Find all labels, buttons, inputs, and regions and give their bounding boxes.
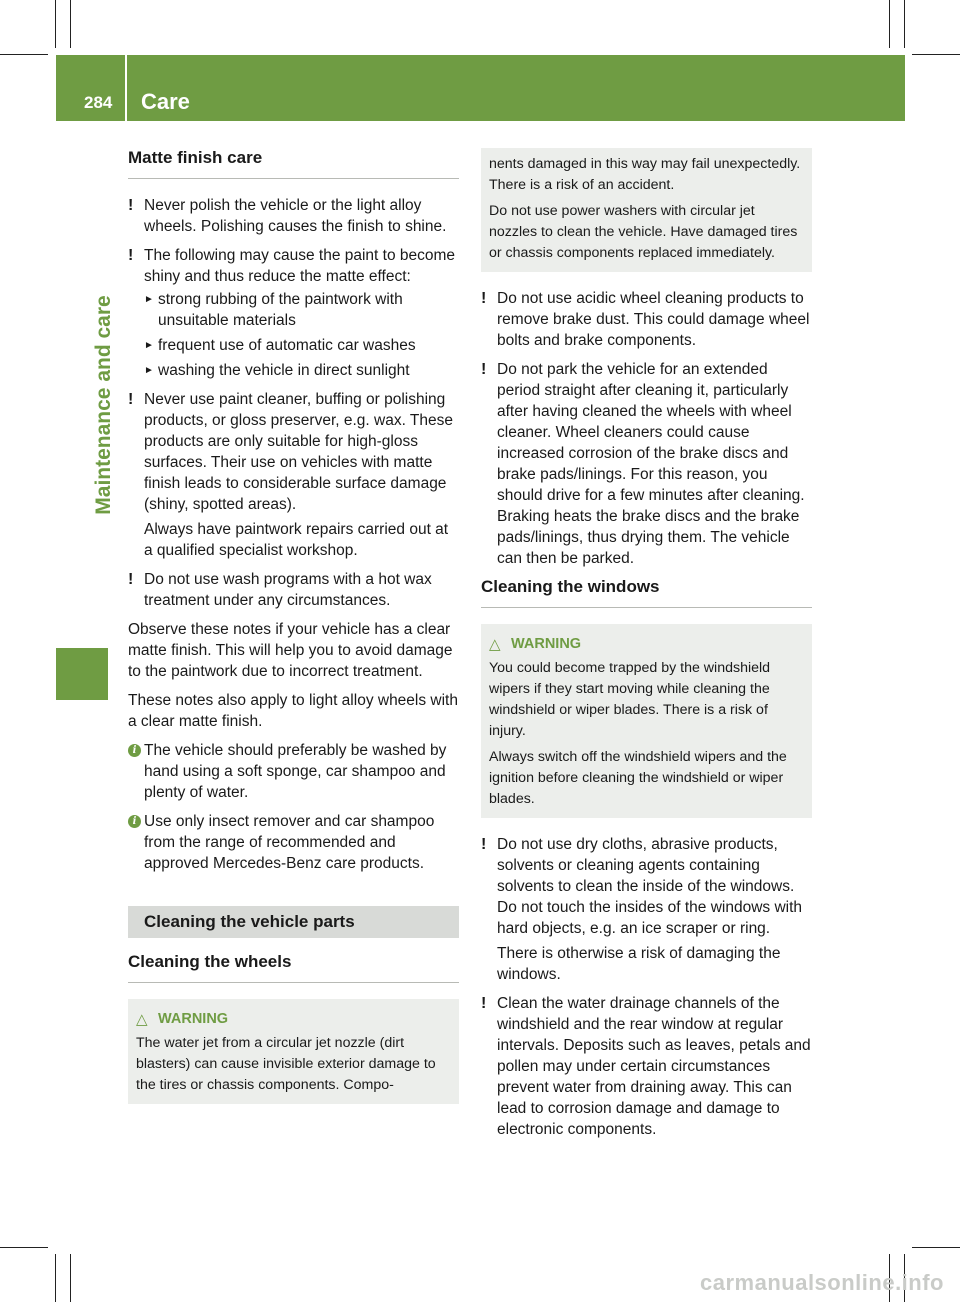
caution-note bbox=[481, 359, 812, 569]
list-item-text: washing the vehicle in direct sunlight bbox=[158, 362, 410, 379]
note-text: Use only insect remover and car shampoo from the range of recommended and approved Mercedes-Benz care products. bbox=[144, 813, 435, 872]
warning-text: nents damaged in this way may fail unexpectedly. There is a risk of an accident. bbox=[489, 156, 801, 193]
list-item bbox=[144, 289, 459, 331]
list-item bbox=[144, 335, 459, 356]
info-icon: i bbox=[128, 815, 141, 828]
side-tab bbox=[84, 165, 124, 645]
info-icon: i bbox=[128, 744, 141, 757]
caution-note bbox=[128, 195, 459, 237]
warning-label: WARNING bbox=[158, 1011, 229, 1027]
note-text: Clean the water drainage channels of the windshield and the rear window at regular intervals. Deposits such as leaves, petals and pollen may under certain circumstances prevent water from draining away. This can lead to corrosion damage and damage to electronic components. bbox=[497, 995, 811, 1138]
exclamation-icon: ! bbox=[128, 247, 134, 264]
footer-watermark: carmanualsonline.info bbox=[700, 1270, 944, 1295]
exclamation-icon: ! bbox=[481, 836, 487, 853]
info-note bbox=[128, 740, 459, 803]
exclamation-icon: ! bbox=[128, 571, 134, 588]
exclamation-icon: ! bbox=[481, 995, 487, 1012]
note-text: Do not park the vehicle for an extended period straight after cleaning it, particularly after having cleaned the wheels with wheel cleaner. Wheel cleaners could cause increased corrosion of the brake discs and brake pads/linings. For this reason, you should drive for a few minutes after cleaning. Braking heats the brake discs and the brake pads/linings, thus drying them. The vehicle can then be parked. bbox=[497, 361, 805, 567]
warning-header bbox=[489, 634, 804, 655]
crop-mark bbox=[55, 1254, 56, 1302]
warning-text: Do not use power washers with circular jet nozzles to clean the vehicle. Have damaged tires or chassis components replaced immediately. bbox=[489, 203, 798, 261]
matte-finish-heading: Matte finish care bbox=[128, 148, 459, 179]
note-text: The vehicle should preferably be washed by hand using a soft sponge, car shampoo and plenty of water. bbox=[144, 742, 447, 801]
cleaning-vehicle-parts-heading: Cleaning the vehicle parts bbox=[128, 906, 459, 938]
note-text: Never use paint cleaner, buffing or polishing products, or gloss preserver, e.g. wax. These products are only suitable for high-gloss surfaces. Their use on vehicles with matte finish leads to considerable surface damage (shiny, spotted areas). bbox=[144, 391, 454, 513]
caution-note bbox=[481, 288, 812, 351]
bullet-list bbox=[144, 289, 459, 381]
exclamation-icon: ! bbox=[128, 391, 134, 408]
bullet-icon: ► bbox=[144, 340, 154, 351]
caution-note bbox=[128, 569, 459, 611]
bullet-icon: ► bbox=[144, 294, 154, 305]
caution-note bbox=[128, 389, 459, 561]
list-item bbox=[144, 360, 459, 381]
warning-text: The water jet from a circular jet nozzle (dirt blasters) can cause invisible exterior damage to the tires or chassis components. Compo- bbox=[136, 1035, 436, 1093]
note-text: Do not use dry cloths, abrasive products, solvents or cleaning agents containing solvents to clean the inside of the windows. Do not touch the insides of the windows with hard objects, e.g. an ice scraper or ring. bbox=[497, 836, 803, 937]
note-text: Do not use wash programs with a hot wax treatment under any circumstances. bbox=[144, 571, 432, 609]
body-paragraph: Observe these notes if your vehicle has a clear matte finish. This will help you to avoid damage to the paintwork due to incorrect treatment. bbox=[128, 621, 453, 680]
note-text: Never polish the vehicle or the light alloy wheels. Polishing causes the finish to shine. bbox=[144, 197, 447, 235]
crop-mark bbox=[0, 1247, 48, 1248]
crop-mark bbox=[70, 0, 71, 48]
caution-note bbox=[128, 245, 459, 381]
caution-note bbox=[481, 993, 812, 1140]
cleaning-wheels-heading: Cleaning the wheels bbox=[128, 952, 459, 983]
note-text: The following may cause the paint to become shiny and thus reduce the matte effect: bbox=[144, 247, 456, 285]
warning-text: You could become trapped by the windshield wipers if they start moving while cleaning the windshield or wiper blades. There is a risk of injury. bbox=[489, 660, 771, 739]
exclamation-icon: ! bbox=[481, 290, 487, 307]
side-tab-block bbox=[56, 648, 108, 700]
header-separator bbox=[125, 55, 127, 121]
cleaning-windows-heading: Cleaning the windows bbox=[481, 577, 812, 608]
crop-mark bbox=[912, 54, 960, 55]
crop-mark bbox=[889, 0, 890, 48]
note-text: Do not use acidic wheel cleaning products to remove brake dust. This could damage wheel bolts and brake components. bbox=[497, 290, 810, 349]
left-column bbox=[128, 148, 459, 1120]
crop-mark bbox=[70, 1254, 71, 1302]
crop-mark bbox=[904, 0, 905, 48]
bullet-icon: ► bbox=[144, 365, 154, 376]
warning-triangle-icon: △ bbox=[489, 636, 501, 653]
warning-triangle-icon: △ bbox=[136, 1011, 148, 1028]
exclamation-icon: ! bbox=[481, 361, 487, 378]
list-item-text: strong rubbing of the paintwork with unsuitable materials bbox=[158, 291, 403, 329]
warning-box bbox=[128, 999, 459, 1104]
warning-box bbox=[481, 624, 812, 818]
page-number: 284 bbox=[84, 93, 113, 112]
caution-note bbox=[481, 834, 812, 985]
side-tab-label: Maintenance and care bbox=[92, 295, 115, 515]
warning-text: Always switch off the windshield wipers and the ignition before cleaning the windshield or wiper blades. bbox=[489, 749, 787, 807]
warning-label: WARNING bbox=[511, 636, 582, 652]
list-item-text: frequent use of automatic car washes bbox=[158, 337, 416, 354]
crop-mark bbox=[912, 1247, 960, 1248]
right-column bbox=[481, 148, 812, 1148]
warning-box-continued bbox=[481, 148, 812, 272]
body-paragraph: These notes also apply to light alloy wheels with a clear matte finish. bbox=[128, 692, 458, 730]
warning-header bbox=[136, 1009, 451, 1030]
info-note bbox=[128, 811, 459, 874]
note-text: There is otherwise a risk of damaging the windows. bbox=[497, 945, 781, 983]
note-text: Always have paintwork repairs carried out at a qualified specialist workshop. bbox=[144, 521, 449, 559]
crop-mark bbox=[55, 0, 56, 48]
section-title: Care bbox=[141, 89, 190, 114]
exclamation-icon: ! bbox=[128, 197, 134, 214]
crop-mark bbox=[0, 54, 48, 55]
